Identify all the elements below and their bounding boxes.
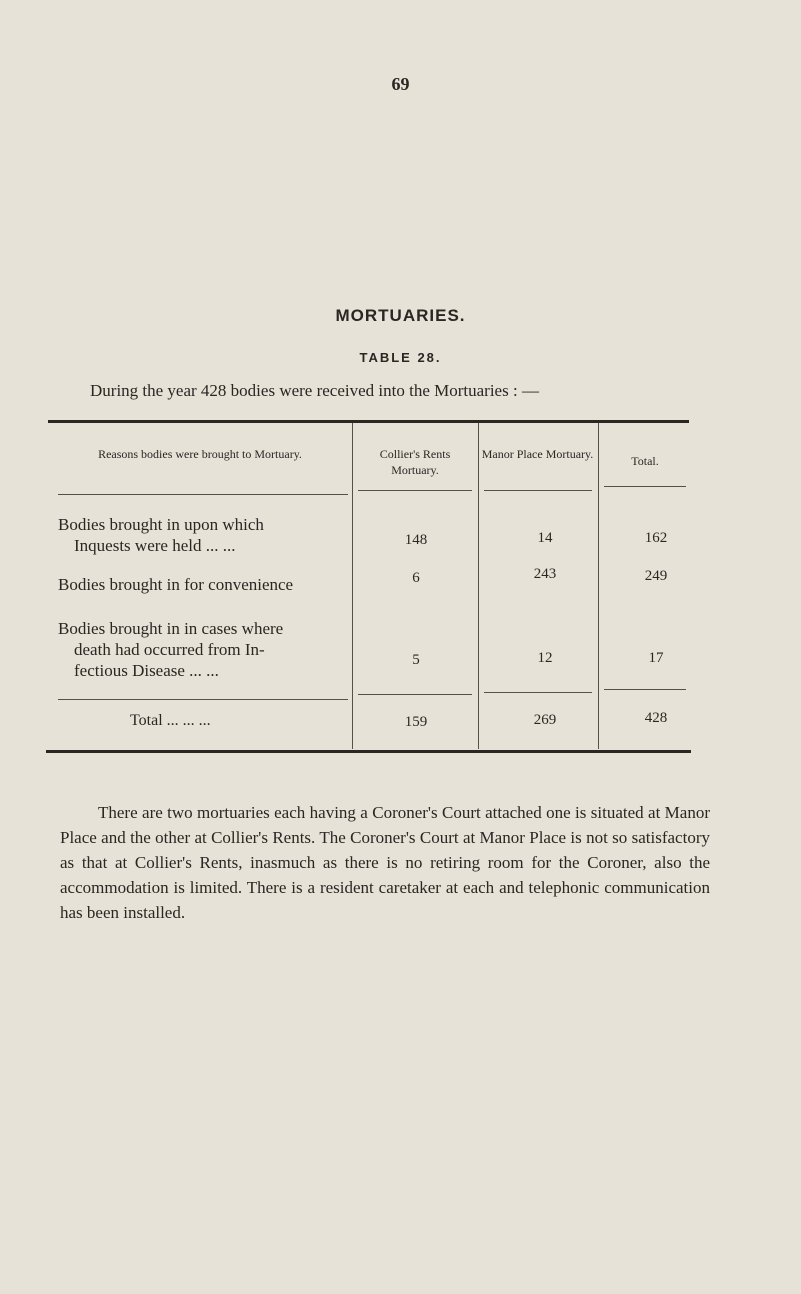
- header-rule: [484, 490, 592, 491]
- total-total: 428: [644, 710, 668, 726]
- header-total: Total.: [631, 454, 659, 468]
- cell-colliers: 5: [412, 652, 420, 668]
- column-divider: [598, 423, 599, 749]
- table-bottom-rule: [46, 750, 691, 753]
- column-divider: [352, 423, 353, 749]
- cell-manor: 14: [537, 530, 553, 546]
- body-paragraph: There are two mortuaries each having a Coroner's Court attached one is situated at Manor Place and the other at Collier's Rents. The Coroner's Court at Manor Place is not so satisfactory as that at Collier's Rents, inasmuch as there is no retiring room for the Coroner, also the accommodation is limited. There is a resident caretaker at each and telephonic communication has been installed.: [60, 803, 710, 922]
- header-manor: Manor Place Mortuary.: [481, 447, 594, 461]
- intro-text: During the year 428 bodies were received into the Mortuaries : —: [90, 381, 539, 400]
- total-manor: 269: [533, 712, 557, 728]
- table-top-rule: [48, 420, 689, 423]
- cell-manor: 243: [533, 566, 557, 582]
- header-rule: [58, 494, 348, 495]
- row-label: Bodies brought in upon which: [58, 515, 264, 534]
- totals-rule: [484, 692, 592, 693]
- section-title: MORTUARIES.: [335, 306, 466, 325]
- total-colliers: 159: [404, 714, 428, 730]
- row-label: Bodies brought in in cases where: [58, 619, 284, 638]
- column-divider: [478, 423, 479, 749]
- cell-total: 162: [644, 530, 668, 546]
- cell-total: 249: [644, 568, 668, 584]
- totals-rule: [604, 689, 686, 690]
- totals-rule: [358, 694, 472, 695]
- table-row: [58, 618, 283, 681]
- table-row: [58, 574, 293, 595]
- cell-colliers: 6: [412, 570, 420, 586]
- row-label: death had occurred from In-: [74, 640, 265, 659]
- page-number: 69: [391, 74, 410, 94]
- cell-total: 17: [648, 650, 664, 666]
- table-row: [58, 514, 264, 556]
- header-rule: [358, 490, 472, 491]
- row-label: fectious Disease ... ...: [74, 661, 219, 680]
- cell-manor: 12: [537, 650, 553, 666]
- table-title: TABLE 28.: [359, 350, 442, 365]
- cell-colliers: 148: [404, 532, 428, 548]
- header-rule: [604, 486, 686, 487]
- header-reason: Reasons bodies were brought to Mortuary.: [98, 447, 302, 461]
- total-label: Total ... ... ...: [130, 712, 211, 729]
- row-label: Inquests were held ... ...: [74, 536, 236, 555]
- header-colliers: Collier's Rents Mortuary.: [379, 447, 451, 477]
- row-label: Bodies brought in for convenience: [58, 575, 294, 594]
- totals-rule: [58, 699, 348, 700]
